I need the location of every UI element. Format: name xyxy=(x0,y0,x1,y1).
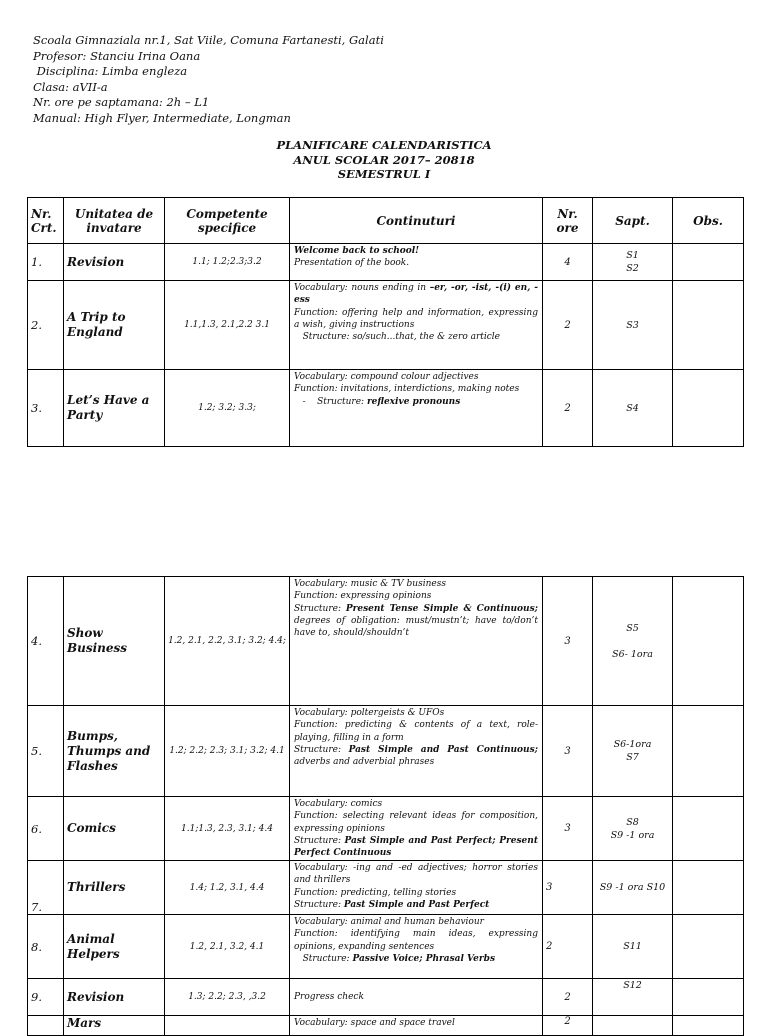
table-row xyxy=(28,1016,744,1036)
hours-count: 2 xyxy=(543,281,593,370)
content-text: Vocabulary: nouns ending in xyxy=(294,283,430,293)
row-number: 3. xyxy=(28,370,64,447)
week-label: S8 xyxy=(626,816,639,828)
unit-title: Comics xyxy=(64,797,165,861)
content-cell xyxy=(290,979,543,1016)
content-text: Structure: xyxy=(294,899,344,910)
week-label xyxy=(596,635,669,648)
hours-count: 4 xyxy=(543,244,593,281)
content-line xyxy=(294,307,541,332)
table-row xyxy=(28,915,744,979)
competences: 1.3; 2.2; 2.3, ,3.2 xyxy=(165,979,290,1016)
table-row xyxy=(28,370,744,447)
content-cell xyxy=(290,281,543,370)
document-header xyxy=(33,33,384,126)
content-bold: Past Simple and Past Perfect; Present Perfect Continuous xyxy=(294,835,538,859)
week-label: S9 -1 ora xyxy=(610,829,655,841)
unit-title: Animal Helpers xyxy=(64,915,165,979)
table-row xyxy=(28,979,744,1016)
header-obs: Obs. xyxy=(673,198,744,244)
row-number xyxy=(28,1016,64,1036)
unit-title: Thrillers xyxy=(64,861,165,915)
week-label: S1 xyxy=(626,250,639,261)
obs-cell xyxy=(673,915,744,979)
table-header-row xyxy=(28,198,744,244)
obs-cell xyxy=(673,979,744,1016)
planning-table-1 xyxy=(27,197,744,447)
content-line xyxy=(294,991,538,1003)
week-cell xyxy=(593,797,673,861)
content-line xyxy=(294,245,538,257)
week-cell xyxy=(593,861,673,915)
document-title xyxy=(0,138,768,182)
competences: 1.2, 2.1, 3.2, 4.1 xyxy=(165,915,290,979)
obs-cell xyxy=(673,577,744,706)
week-label: S6- 1ora xyxy=(612,648,653,660)
content-line xyxy=(294,953,538,965)
obs-cell xyxy=(673,861,744,915)
content-line xyxy=(294,707,538,719)
content-bold: Past Simple and Past Perfect xyxy=(343,899,490,910)
table-row xyxy=(28,706,744,797)
content-text: Vocabulary: space and space travel xyxy=(294,1018,455,1028)
content-line xyxy=(294,603,538,640)
week-label: S3 xyxy=(626,319,639,331)
week-label: S11 xyxy=(623,941,642,952)
content-text: adverbs and adverbial phrases xyxy=(294,757,435,768)
table-row xyxy=(28,244,744,281)
row-number: 4. xyxy=(28,577,64,706)
week-cell xyxy=(593,281,673,370)
content-text: Structure: xyxy=(294,603,346,614)
obs-cell xyxy=(673,281,744,370)
hours-count: 2 xyxy=(543,979,593,1016)
content-line xyxy=(294,578,538,590)
unit-title: A Trip to England xyxy=(64,281,165,370)
content-bold: reflexive pronouns xyxy=(366,396,461,407)
content-text: Function: identifying main ideas, expressing opinions, expanding sentences xyxy=(294,929,541,952)
content-text: Function: predicting, telling stories xyxy=(294,887,457,898)
content-text: Function: selecting relevant ideas for composition, expressing opinions xyxy=(294,811,541,834)
table-row xyxy=(28,797,744,861)
obs-cell xyxy=(673,370,744,447)
content-line xyxy=(294,887,538,899)
hours-count: 2 xyxy=(543,915,593,979)
content-bold: Past Simple and Past Continuous; xyxy=(348,744,538,755)
content-cell xyxy=(290,577,543,706)
content-line xyxy=(294,862,541,887)
row-number: 9. xyxy=(28,979,64,1016)
obs-cell xyxy=(673,706,744,797)
obs-cell xyxy=(673,1016,744,1036)
week-cell xyxy=(593,244,673,281)
content-text: Vocabulary: poltergeists & UFOs xyxy=(294,708,445,718)
school-line: Scoala Gimnaziala nr.1, Sat Viile, Comuna Fartanesti, Galati xyxy=(33,33,384,47)
week-cell xyxy=(593,1016,673,1036)
content-line xyxy=(294,810,541,835)
unit-title: Let’s Have a Party xyxy=(64,370,165,447)
content-line xyxy=(294,928,541,953)
week-cell xyxy=(593,706,673,797)
content-text: Presentation of the book. xyxy=(294,258,410,269)
table-row xyxy=(28,577,744,706)
content-cell xyxy=(290,915,543,979)
hours-count: 3 xyxy=(543,706,593,797)
row-number: 8. xyxy=(28,915,64,979)
week-label: S2 xyxy=(626,263,639,274)
week-label: S7 xyxy=(626,752,639,763)
title-line-1: PLANIFICARE CALENDARISTICA xyxy=(276,138,492,152)
header-sapt: Sapt. xyxy=(593,198,673,244)
content-line xyxy=(294,916,538,928)
unit-title: Mars xyxy=(64,1016,165,1036)
row-number: 5. xyxy=(28,706,64,797)
planning-table-2 xyxy=(27,576,744,1036)
obs-cell xyxy=(673,797,744,861)
content-bold: Present Tense Simple & Continuous; xyxy=(345,603,538,614)
header-content: Continuturi xyxy=(290,198,543,244)
competences xyxy=(165,1016,290,1036)
content-line xyxy=(294,899,538,911)
hours-count: 3 xyxy=(543,577,593,706)
unit-title: Revision xyxy=(64,979,165,1016)
row-number: 6. xyxy=(28,797,64,861)
content-line xyxy=(294,719,538,744)
header-unit: Unitatea de invatare xyxy=(64,198,165,244)
content-bold: Passive Voice; Phrasal Verbs xyxy=(352,953,496,964)
header-ore: Nr. ore xyxy=(543,198,593,244)
competences: 1.1; 1.2;2.3;3.2 xyxy=(165,244,290,281)
content-text: Function: offering help and information, expressing a wish, giving instructions xyxy=(294,307,541,330)
content-text: Structure: xyxy=(294,744,349,755)
competences: 1.2, 2.1, 2.2, 3.1; 3.2; 4.4; xyxy=(165,577,290,706)
week-cell xyxy=(593,577,673,706)
content-text: Progress check xyxy=(294,992,364,1003)
week-label: S9 -1 ora S10 xyxy=(599,882,666,893)
content-bold: –er, -or, -ist, -(i) en, -ess xyxy=(294,283,538,306)
content-text: Vocabulary: music & TV business xyxy=(294,579,446,589)
content-line xyxy=(294,371,538,383)
week-label: S12 xyxy=(623,980,642,991)
discipline-line: Disciplina: Limba engleza xyxy=(33,64,188,78)
content-cell xyxy=(290,244,543,281)
content-text: Function: predicting & contents of a text, role-playing, filling in a form xyxy=(294,720,538,743)
row-number: 2. xyxy=(28,281,64,370)
hours-count: 3 xyxy=(543,797,593,861)
competences: 1.1,1.3, 2.1,2.2 3.1 xyxy=(165,281,290,370)
unit-title: Bumps, Thumps and Flashes xyxy=(64,706,165,797)
content-cell xyxy=(290,706,543,797)
content-line xyxy=(294,331,538,343)
row-number: 1. xyxy=(28,244,64,281)
content-text: Structure: xyxy=(294,835,345,846)
week-cell xyxy=(593,979,673,1016)
content-text: Structure: so/such...that, the & zero article xyxy=(294,332,501,343)
title-line-2: ANUL SCOLAR 2017– 20818 xyxy=(293,152,475,167)
content-bold: Welcome back to school! xyxy=(294,246,420,256)
content-line xyxy=(294,798,538,810)
header-comp: Competente specifice xyxy=(165,198,290,244)
content-cell xyxy=(290,1016,543,1036)
content-cell xyxy=(290,797,543,861)
week-label: S6-1ora xyxy=(613,739,652,750)
content-cell xyxy=(290,861,543,915)
content-text: degrees of obligation: must/mustn’t; have to/don’t have to, should/shouldn’t xyxy=(294,615,538,639)
table-row xyxy=(28,861,744,915)
content-line xyxy=(294,257,538,269)
competences: 1.2; 3.2; 3.3; xyxy=(165,370,290,447)
hours-count: 2 xyxy=(543,1016,593,1036)
content-text: Vocabulary: compound colour adjectives xyxy=(294,372,479,382)
content-line xyxy=(294,383,538,395)
content-cell xyxy=(290,370,543,447)
hours-count: 2 xyxy=(543,370,593,447)
manual-line: Manual: High Flyer, Intermediate, Longman xyxy=(33,110,291,125)
content-text: Function: expressing opinions xyxy=(294,591,432,602)
content-line xyxy=(294,1017,538,1029)
content-line xyxy=(294,744,538,769)
hours-count: 3 xyxy=(543,861,593,915)
content-text: Structure: xyxy=(294,953,353,964)
week-label: S4 xyxy=(626,402,639,414)
title-line-3: SEMESTRUL I xyxy=(337,167,431,181)
hours-line: Nr. ore pe saptamana: 2h – L1 xyxy=(33,95,210,109)
week-label: S5 xyxy=(626,622,639,634)
content-line xyxy=(294,835,538,860)
competences: 1.4; 1.2, 3.1, 4.4 xyxy=(165,861,290,915)
content-line xyxy=(294,396,538,408)
content-line xyxy=(294,590,538,602)
obs-cell xyxy=(673,244,744,281)
week-cell xyxy=(593,370,673,447)
competences: 1.1;1.3, 2.3, 3.1; 4.4 xyxy=(165,797,290,861)
row-number: 7. xyxy=(28,861,64,915)
table-row xyxy=(28,281,744,370)
content-text: - Structure: xyxy=(294,396,367,407)
unit-title: Revision xyxy=(64,244,165,281)
unit-title: Show Business xyxy=(64,577,165,706)
header-nr: Nr. Crt. xyxy=(28,198,64,244)
content-text: Function: invitations, interdictions, making notes xyxy=(294,384,520,395)
competences: 1.2; 2.2; 2.3; 3.1; 3.2; 4.1 xyxy=(165,706,290,797)
week-cell xyxy=(593,915,673,979)
teacher-line: Profesor: Stanciu Irina Oana xyxy=(33,48,201,63)
content-text: Vocabulary: -ing and -ed adjectives; horror stories and thrillers xyxy=(294,863,541,886)
content-line xyxy=(294,282,538,307)
content-text: Vocabulary: animal and human behaviour xyxy=(294,917,484,927)
content-text: Vocabulary: comics xyxy=(294,799,383,809)
class-line: Clasa: aVII-a xyxy=(33,79,108,94)
